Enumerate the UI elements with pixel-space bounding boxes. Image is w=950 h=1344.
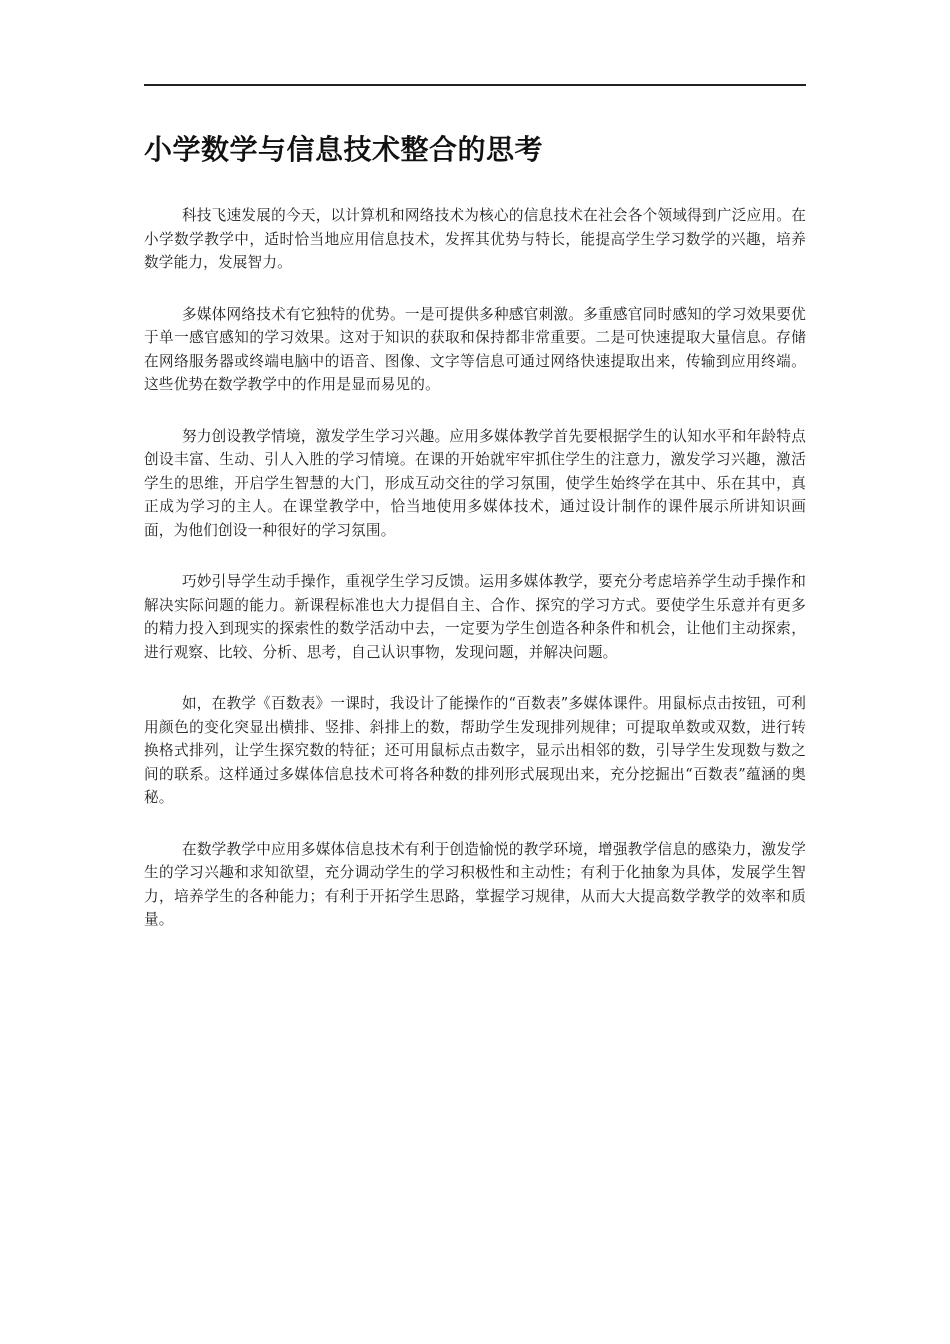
paragraph: 科技飞速发展的今天，以计算机和网络技术为核心的信息技术在社会各个领域得到广泛应用。在小学数学教学中，适时恰当地应用信息技术，发挥其优势与特长，能提高学生学习数学的兴趣，培养数学能力，发展智力。 <box>144 207 806 271</box>
paragraph: 多媒体网络技术有它独特的优势。一是可提供多种感官刺激。多重感官同时感知的学习效果要优于单一感官感知的学习效果。这对于知识的获取和保持都非常重要。二是可快速提取大量信息。存储在网络服务器或终端电脑中的语音、图像、文字等信息可通过网络快速提取出来，传输到应用终端。这些优势在数学教学中的作用是显而易见的。 <box>144 305 806 393</box>
document-body <box>144 204 806 960</box>
header-rule <box>144 84 806 86</box>
paragraph: 巧妙引导学生动手操作，重视学生学习反馈。运用多媒体教学，要充分考虑培养学生动手操作和解决实际问题的能力。新课程标准也大力提倡自主、合作、探究的学习方式。要使学生乐意并有更多的精力投入到现实的探索性的数学活动中去，一定要为学生创造各种条件和机会，让他们主动探索，进行观察、比较、分析、思考，自己认识事物，发现问题，并解决问题。 <box>144 573 806 661</box>
document-title: 小学数学与信息技术整合的思考 <box>144 133 544 166</box>
paragraph: 在数学教学中应用多媒体信息技术有利于创造愉悦的教学环境，增强教学信息的感染力，激发学生的学习兴趣和求知欲望，充分调动学生的学习积极性和主动性；有利于化抽象为具体，发展学生智力，培养学生的各种能力；有利于开拓学生思路，掌握学习规律，从而大大提高数学教学的效率和质量。 <box>144 840 806 928</box>
paragraph: 努力创设教学情境，激发学生学习兴趣。应用多媒体教学首先要根据学生的认知水平和年龄特点创设丰富、生动、引人入胜的学习情境。在课的开始就牢牢抓住学生的注意力，激发学习兴趣，激活学生的思维，开启学生智慧的大门，形成互动交往的学习氛围，使学生始终学在其中、乐在其中，真正成为学习的主人。在课堂教学中，恰当地使用多媒体技术，通过设计制作的课件展示所讲知识画面，为他们创设一种很好的学习氛围。 <box>144 427 806 539</box>
paragraph: 如，在教学《百数表》一课时，我设计了能操作的“百数表”多媒体课件。用鼠标点击按钮，可利用颜色的变化突显出横排、竖排、斜排上的数，帮助学生发现排列规律；可提取单数或双数，进行转换格式排列，让学生探究数的特征；还可用鼠标点击数字，显示出相邻的数，引导学生发现数与数之间的联系。这样通过多媒体信息技术可将各种数的排列形式展现出来，充分挖掘出“百数表”蕴涵的奥秘。 <box>144 695 806 806</box>
